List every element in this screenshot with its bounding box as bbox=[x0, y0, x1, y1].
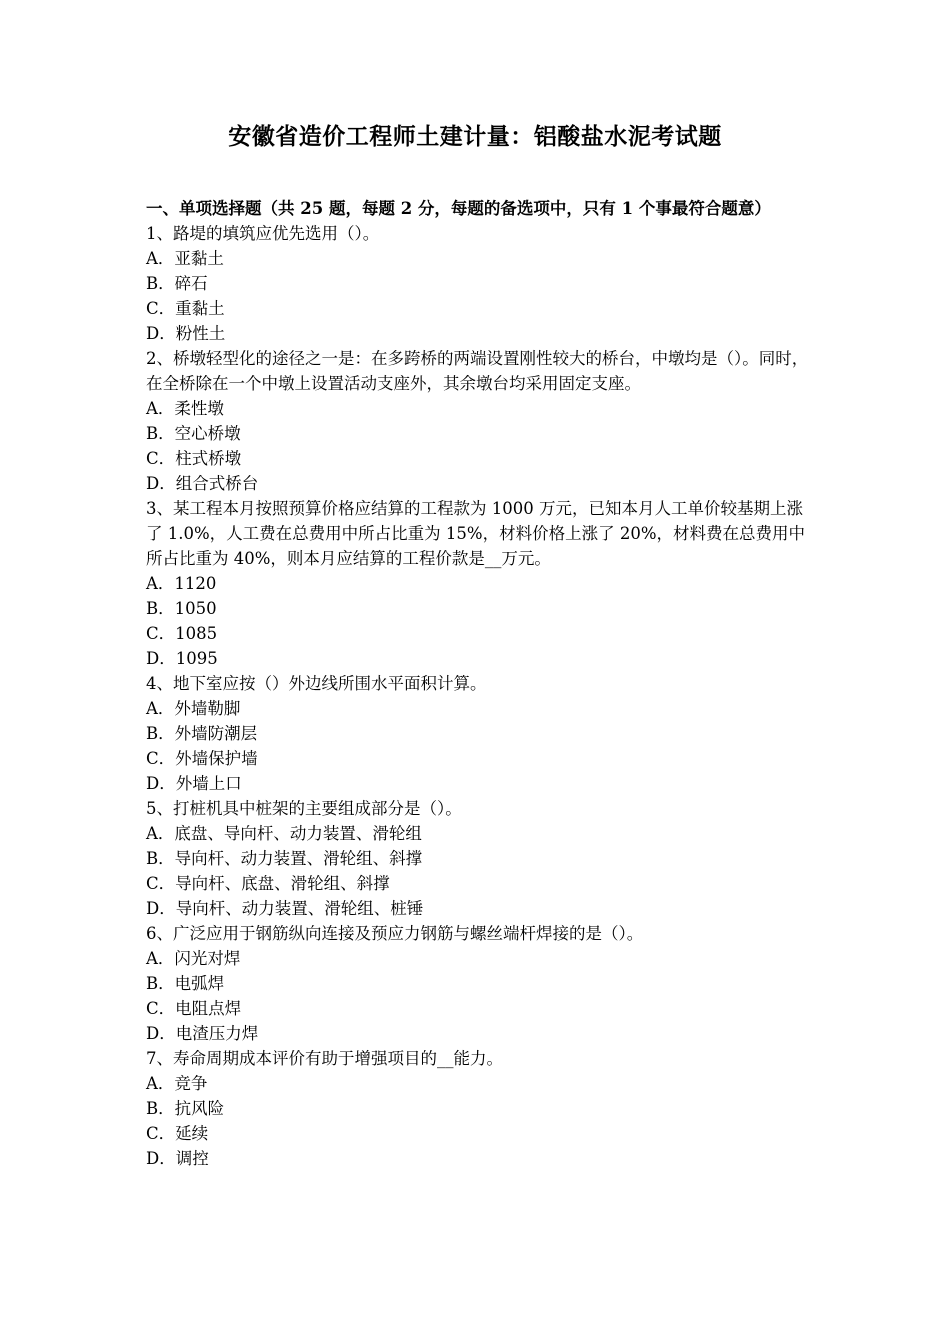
option-a: A．闪光对焊 bbox=[146, 949, 241, 968]
option-c: C．电阻点焊 bbox=[146, 999, 242, 1018]
question-text: 1、路堤的填筑应优先选用（）。 bbox=[146, 224, 380, 243]
question-2 bbox=[146, 346, 811, 496]
option-d: D．1095 bbox=[146, 649, 218, 668]
question-5 bbox=[146, 796, 811, 921]
option-b: B．电弧焊 bbox=[146, 974, 225, 993]
option-b: B．1050 bbox=[146, 599, 217, 618]
option-a: A．1120 bbox=[146, 574, 217, 593]
section-heading: 一、单项选择题（共 25 题，每题 2 分，每题的备选项中，只有 1 个事最符合题意） bbox=[146, 199, 771, 218]
question-3 bbox=[146, 496, 811, 671]
option-b: B．导向杆、动力装置、滑轮组、斜撑 bbox=[146, 849, 423, 868]
option-c: C．1085 bbox=[146, 624, 218, 643]
question-7 bbox=[146, 1046, 811, 1171]
option-a: A．外墙勒脚 bbox=[146, 699, 241, 718]
option-b: B．抗风险 bbox=[146, 1099, 225, 1118]
document-body bbox=[146, 196, 811, 1171]
document-title: 安徽省造价工程师土建计量：铝酸盐水泥考试题 bbox=[228, 123, 722, 150]
question-6 bbox=[146, 921, 811, 1046]
option-d: D．组合式桥台 bbox=[146, 474, 259, 493]
option-a: A．底盘、导向杆、动力装置、滑轮组 bbox=[146, 824, 422, 843]
question-text: 7、寿命周期成本评价有助于增强项目的__能力。 bbox=[146, 1049, 503, 1068]
option-b: B．碎石 bbox=[146, 274, 208, 293]
option-a: A．竞争 bbox=[146, 1074, 208, 1093]
option-a: A．柔性墩 bbox=[146, 399, 224, 418]
option-d: D．电渣压力焊 bbox=[146, 1024, 259, 1043]
question-text: 6、广泛应用于钢筋纵向连接及预应力钢筋与螺丝端杆焊接的是（）。 bbox=[146, 924, 644, 943]
option-b: B．外墙防潮层 bbox=[146, 724, 258, 743]
option-c: C．柱式桥墩 bbox=[146, 449, 242, 468]
option-d: D．粉性土 bbox=[146, 324, 226, 343]
question-4 bbox=[146, 671, 811, 796]
option-c: C．延续 bbox=[146, 1124, 209, 1143]
question-text: 3、某工程本月按照预算价格应结算的工程款为 1000 万元，已知本月人工单价较基期上涨了 1.0%，人工费在总费用中所占比重为 15%，材料价格上涨了 20%，材料费在总费用中所占比重为 40%，则本月应结算的工程价款是__万元。 bbox=[146, 499, 806, 568]
option-c: C．外墙保护墙 bbox=[146, 749, 258, 768]
option-c: C．导向杆、底盘、滑轮组、斜撑 bbox=[146, 874, 390, 893]
question-text: 4、地下室应按（）外边线所围水平面积计算。 bbox=[146, 674, 487, 693]
option-d: D．导向杆、动力装置、滑轮组、桩锤 bbox=[146, 899, 424, 918]
option-b: B．空心桥墩 bbox=[146, 424, 241, 443]
option-d: D．调控 bbox=[146, 1149, 209, 1168]
option-c: C．重黏土 bbox=[146, 299, 225, 318]
question-text: 2、桥墩轻型化的途径之一是：在多跨桥的两端设置刚性较大的桥台，中墩均是（）。同时，在全桥除在一个中墩上设置活动支座外，其余墩台均采用固定支座。 bbox=[146, 349, 809, 393]
question-1 bbox=[146, 221, 811, 346]
option-a: A．亚黏土 bbox=[146, 249, 224, 268]
question-text: 5、打桩机具中桩架的主要组成部分是（）。 bbox=[146, 799, 462, 818]
option-d: D．外墙上口 bbox=[146, 774, 242, 793]
